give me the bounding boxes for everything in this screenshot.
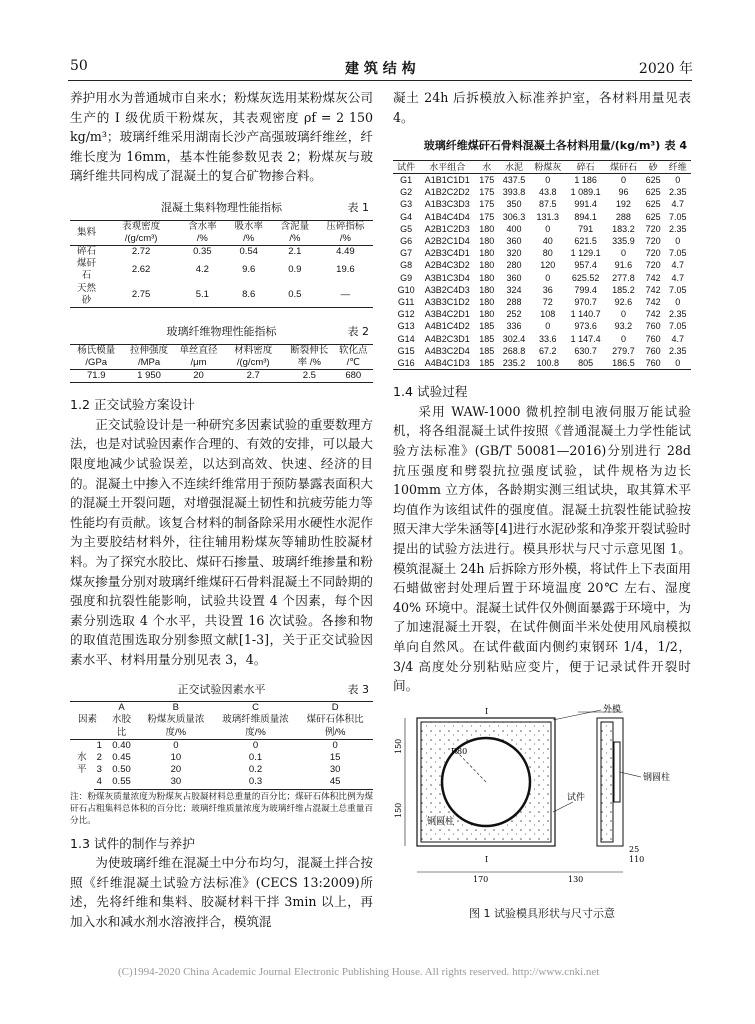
left-column <box>70 88 373 931</box>
table-cell: 180 <box>479 297 495 308</box>
para-specimen-prep: 为使玻璃纤维在混凝土中分布均匀，混凝土拌合按照《纤维混凝土试验方法标准》(CECS 13:2009)所述，先将纤维和集料、胶凝材料干拌 3min 以上，再加入水和减水剂水溶液拌合，模筑混 <box>70 855 373 929</box>
table-cell: 760 <box>642 357 665 370</box>
table-row <box>393 272 691 284</box>
table-3-caption <box>70 680 373 700</box>
table-cell: 630.7 <box>574 345 597 356</box>
table-cell: 0 <box>665 357 691 370</box>
table-cell: G1 <box>400 174 413 185</box>
table-cell: 335.9 <box>612 236 635 246</box>
table-cell: A1B4C4D4 <box>424 211 470 222</box>
table-row <box>393 186 691 198</box>
t4-col: 试件 <box>393 160 419 173</box>
table-cell: 2.35 <box>669 345 687 356</box>
table-cell: 280 <box>506 260 522 271</box>
table-row <box>393 247 691 259</box>
table-row <box>393 320 691 332</box>
table-cell: 991.4 <box>574 199 597 210</box>
table-cell: 760 <box>645 345 661 356</box>
table-cell: 131.3 <box>536 211 559 222</box>
t1-col: 表观密度 /(g/cm³) <box>103 220 179 245</box>
table-cell: G7 <box>400 248 413 259</box>
table-cell: 393.8 <box>502 187 526 198</box>
table-cell: 0 <box>675 174 681 185</box>
header-rule <box>68 80 692 81</box>
table-cell: 175 <box>479 199 495 210</box>
table-row <box>393 333 691 345</box>
table-cell: 43.8 <box>538 187 557 198</box>
section-mark-top: I <box>485 706 489 716</box>
table-cell: 1 129.1 <box>570 248 601 259</box>
table-1-title: 混凝土集料物理性能指标 <box>161 200 282 214</box>
table-3-title: 正交试验因素水平 <box>177 682 266 696</box>
table-row <box>393 198 691 210</box>
table-row <box>393 296 691 308</box>
table-cell: 2.35 <box>669 223 687 234</box>
table-cell: 180 <box>479 272 495 283</box>
table-cell: 0 <box>620 309 626 320</box>
t4-col: 碎石 <box>566 160 606 173</box>
table-cell: 180 <box>479 223 495 234</box>
table-cell: 306.3 <box>502 211 526 222</box>
table-cell: 0 <box>545 223 551 234</box>
journal-year: 2020 年 <box>638 61 693 77</box>
table-cell: 175 <box>479 174 495 185</box>
table-cell: G15 <box>397 345 415 356</box>
table-3-grid: 因素 A B C D 水胶比 粉煤灰质量浓度/% 玻璃纤维质量浓度/% 煤矸石体积比例/% 水平 1 0.40 0 0 0 2 0.45 10 0.1 15 3 0.50 20 0.2 30 4 0.55 30 0.3 45 <box>70 701 373 789</box>
table-cell: 185.2 <box>612 284 635 295</box>
table-cell: G9 <box>400 272 413 283</box>
t4-col: 纤维 <box>665 160 691 173</box>
table-cell: 108 <box>540 309 556 320</box>
table-cell: 360 <box>506 272 522 283</box>
table-cell: 180 <box>479 284 495 295</box>
side-steel <box>614 742 620 802</box>
table-cell: 302.4 <box>502 333 526 344</box>
dim-bottom-right: 130 <box>568 874 584 884</box>
table-cell: 7.05 <box>669 321 687 332</box>
table-cell: 760 <box>645 333 661 344</box>
table-cell: G10 <box>397 284 415 295</box>
table-cell: 0 <box>675 297 681 308</box>
table-3-number: 表 3 <box>347 682 369 696</box>
section-1-4-heading: 1.4 试验过程 <box>393 384 468 400</box>
table-row: 天然砂 2.75 5.1 8.6 0.5 — <box>70 283 373 308</box>
table-cell: A4B2C3D1 <box>424 333 470 344</box>
table-cell: 80 <box>542 248 553 259</box>
table-cell: 93.2 <box>614 321 633 332</box>
table-cell: 36 <box>542 284 553 295</box>
table-cell: 0 <box>620 248 626 259</box>
table-cell: 175 <box>479 211 495 222</box>
table-row: 3 0.50 20 0.2 30 <box>96 764 341 776</box>
table-cell: 360 <box>506 236 522 246</box>
table-cell: 1 147.4 <box>570 333 601 344</box>
table-cell: 4.7 <box>671 260 685 271</box>
table-cell: 185 <box>475 357 498 370</box>
table-cell: 279.7 <box>612 345 635 356</box>
table-cell: G8 <box>400 260 413 271</box>
table-cell: A3B1C3D4 <box>424 272 470 283</box>
table-2-number: 表 2 <box>347 324 369 338</box>
table-cell: A4B4C1D3 <box>419 357 475 370</box>
table-cell: A3B4C2D1 <box>424 309 470 320</box>
table-cell: 235.2 <box>498 357 529 370</box>
table-cell: 175 <box>479 187 495 198</box>
table-cell: 720 <box>645 236 661 246</box>
table-cell: 185 <box>479 333 495 344</box>
para-test-process: 采用 WAW-1000 微机控制电液伺服万能试验机，将各组混凝土试件按照《普通混凝土力学性能试验方法标准》(GB/T 50081—2016)分别进行 28d 抗压强度和劈裂抗拉强度试验，试件规格为边长 100mm 立方体，各龄期实测三组试块，取其算术平均值作为该组试件的强度值。混凝土抗裂性能试验按照天津大学朱涵等[4]进行水泥砂浆和净浆开裂试验时提出的试验方法进行。模具形状与尺寸示意见图 1。模筑混凝土 24h 后拆除方形外模，将试件上下表面用石蜡做密封处理后置于环境温度 20℃ 左右、湿度 40% 环境中。混凝土试件仅外侧面暴露于环境中，为了加速混凝土开裂，在试件侧面半米处使用风扇模拟单向自然风。在试件截面内侧约束钢环 1/4，1/2，3/4 高度处分别粘贴应变片，便于记录试件开裂时间。 <box>393 403 691 694</box>
dim-left-bottom: 150 <box>394 802 403 818</box>
table-2-grid: 杨氏模量 /GPa 拉伸强度 /MPa 单丝直径 /μm 材料密度 /(g/cm³) 断裂伸长率 /% 软化点 /℃ 71.9 1 950 20 2.7 2.5 680 <box>70 344 373 384</box>
table-cell: G2 <box>400 187 413 198</box>
table-cell: 67.2 <box>538 345 557 356</box>
table-row <box>393 235 691 247</box>
t1-col: 吸水率 /% <box>226 220 272 245</box>
table-2-title: 玻璃纤维物理性能指标 <box>166 324 277 338</box>
table-cell: 7.05 <box>669 211 687 222</box>
table-row <box>393 223 691 235</box>
table-1 <box>70 198 373 308</box>
table-cell: G6 <box>400 236 413 246</box>
table-cell: 625 <box>645 187 661 198</box>
label-steel-cylinder-left: 钢圆柱 <box>427 816 455 827</box>
table-cell: 400 <box>506 223 522 234</box>
dim-right-2: 25 <box>629 844 640 854</box>
table-2-caption <box>70 322 373 342</box>
right-column <box>393 88 691 923</box>
table-cell: 720 <box>645 248 661 259</box>
table-cell: 320 <box>506 248 522 259</box>
t1-col: 集料 <box>70 220 103 245</box>
table-cell: 0 <box>545 174 551 185</box>
label-outer-mold: 外模 <box>603 704 622 715</box>
t4-col: 水泥 <box>498 160 529 173</box>
t4-col: 水平组合 <box>419 160 475 173</box>
table-cell: 1 186 <box>574 174 597 185</box>
table-cell: 350 <box>506 199 522 210</box>
journal-title: 建 筑 结 构 <box>345 61 416 77</box>
table-cell: 625 <box>645 211 661 222</box>
table-cell: A1B2C2D2 <box>424 187 470 198</box>
table-cell: 180 <box>479 260 495 271</box>
table-3-note: 注：粉煤灰质量浓度为粉煤灰占胶凝材料总重量的百分比；煤矸石体积比例为煤矸石占粗集料总体积的百分比；玻璃纤维质量浓度为玻璃纤维占混凝土总重量百分比。 <box>70 790 373 825</box>
table-3 <box>70 680 373 826</box>
table-cell: 185 <box>479 321 495 332</box>
label-specimen: 试件 <box>567 792 586 803</box>
dim-bottom-left: 170 <box>473 874 489 884</box>
table-cell: 183.2 <box>612 223 635 234</box>
table-cell: G5 <box>400 223 413 234</box>
table-cell: 742 <box>645 284 661 295</box>
table-cell: A2B2C1D4 <box>424 236 470 246</box>
table-cell: 100.8 <box>530 357 566 370</box>
table-cell: 791 <box>578 223 594 234</box>
table-cell: 72 <box>542 297 553 308</box>
table-cell: 625.52 <box>571 272 600 283</box>
table-cell: 268.8 <box>502 345 526 356</box>
para-curing: 凝土 24h 后拆模放入标准养护室，各材料用量见表 4。 <box>393 90 691 125</box>
table-row <box>393 284 691 296</box>
table-cell: G13 <box>397 321 415 332</box>
table-cell: 2.35 <box>669 187 687 198</box>
table-cell: 288 <box>615 211 631 222</box>
section-1-2-heading: 1.2 正交试验方案设计 <box>70 397 195 413</box>
section-mark-bottom: I <box>485 854 489 864</box>
table-cell: 720 <box>645 223 661 234</box>
table-cell: A4B3C2D4 <box>424 345 470 356</box>
table-cell: G4 <box>400 211 413 222</box>
table-cell: 185 <box>479 345 495 356</box>
table-cell: 277.8 <box>612 272 635 283</box>
table-cell: G16 <box>393 357 419 370</box>
radius-label: R80 <box>451 746 468 756</box>
table-row <box>393 173 691 186</box>
table-1-caption <box>70 198 373 218</box>
table-cell: 180 <box>479 248 495 259</box>
table-row: 71.9 1 950 20 2.7 2.5 680 <box>70 369 373 382</box>
para-materials: 养护用水为普通城市自来水；粉煤灰选用某粉煤灰公司生产的 Ⅰ 级优质干粉煤灰，其表观密度 ρf = 2 150 kg/m³；玻璃纤维采用湖南长沙产高强玻璃纤维丝，纤维长度为 16mm，基本性能参数见表 2；粉煤灰与玻璃纤维共同构成了混凝土的复合矿物掺合料。 <box>70 90 373 184</box>
table-row <box>393 211 691 223</box>
table-row: 煤矸石 2.62 4.2 9.6 0.9 19.6 <box>77 258 355 282</box>
dim-right: 110 <box>629 854 645 864</box>
table-4-caption <box>393 136 691 156</box>
table-cell: 973.6 <box>574 321 597 332</box>
table-cell: 40 <box>542 236 553 246</box>
table-cell: 0 <box>545 321 551 332</box>
table-cell: A3B2C4D3 <box>424 284 470 295</box>
table-row: 4 0.55 30 0.3 45 <box>70 776 373 789</box>
table-cell: 180 <box>479 309 495 320</box>
t4-col: 水 <box>475 160 498 173</box>
table-cell: 621.5 <box>574 236 597 246</box>
table-cell: 799.4 <box>574 284 597 295</box>
table-cell: 288 <box>506 297 522 308</box>
table-cell: 2.35 <box>669 309 687 320</box>
table-cell: G14 <box>397 333 415 344</box>
table-cell: 186.5 <box>605 357 641 370</box>
table-cell: G3 <box>400 199 413 210</box>
table-cell: 33.6 <box>538 333 557 344</box>
t4-col: 煤矸石 <box>605 160 641 173</box>
table-1-grid <box>70 220 373 308</box>
table-cell: G11 <box>397 297 415 308</box>
table-cell: 0 <box>545 272 551 283</box>
table-4-grid <box>393 160 691 370</box>
table-row: 2 0.45 10 0.1 15 <box>96 751 341 763</box>
table-cell: A3B3C1D2 <box>424 297 470 308</box>
t1-col: 含泥量 /% <box>272 220 318 245</box>
table-cell: 742 <box>645 272 661 283</box>
table-cell: 0 <box>620 174 626 185</box>
table-cell: 437.5 <box>502 174 526 185</box>
table-cell: 7.05 <box>669 248 687 259</box>
table-cell: 7.05 <box>669 284 687 295</box>
table-1-number: 表 1 <box>347 200 369 214</box>
table-cell: 1 140.7 <box>570 309 601 320</box>
side-specimen <box>601 722 613 842</box>
table-cell: 192 <box>615 199 631 210</box>
label-steel-cylinder-right: 钢圆柱 <box>643 772 671 783</box>
table-cell: 4.7 <box>671 272 685 283</box>
table-cell: 0 <box>620 333 626 344</box>
table-row <box>393 259 691 271</box>
table-cell: 92.6 <box>614 297 633 308</box>
figure-1-mold-diagram <box>393 702 691 902</box>
page-number: 50 <box>70 58 88 74</box>
table-cell: 252 <box>506 309 522 320</box>
copyright-footer: (C)1994-2020 China Academic Journal Electronic Publishing House. All rights reserved. http://www.cnki.net <box>118 966 600 978</box>
table-cell: 742 <box>645 309 661 320</box>
table-cell: 180 <box>479 236 495 246</box>
table-cell: 91.6 <box>614 260 633 271</box>
table-cell: 625 <box>645 174 661 185</box>
table-row: 碎石 2.72 0.35 0.54 2.1 4.49 <box>77 245 355 257</box>
t4-col: 砂 <box>642 160 665 173</box>
table-cell: 87.5 <box>538 199 557 210</box>
figure-1-caption: 图 1 试验模具形状与尺寸示意 <box>469 906 615 920</box>
table-cell: G12 <box>397 309 415 320</box>
table-cell: A2B4C3D2 <box>424 260 470 271</box>
para-orthogonal: 正交试验设计是一种研究多因素试验的重要数理方法，也是对试验因素作合理的、有效的安排，可以最大限度地减少试验误差，以达到高效、快速、经济的目的。混凝土中掺入不连续纤维常用于预防暴露表面积大的混凝土开裂问题，对增强混凝土韧性和抗疲劳能力等性能均有贡献。该复合材料的制备除采用水硬性水泥作为主要胶结材料外，往往辅用粉煤灰等辅助性胶凝材料。为了探究水胶比、煤矸石掺量、玻璃纤维掺量和粉煤灰掺量分别对玻璃纤维煤矸石骨料混凝土不同龄期的强度和抗裂性能影响，试验共设置 4 个因素，每个因素分别选取 4 个水平，共设置 16 次试验。各掺和物的取值范围选取分别参照文献[1-3]，关于正交试验因素水平、材料用量分别见表 3，4。 <box>70 416 373 667</box>
table-cell: 894.1 <box>574 211 597 222</box>
table-cell: 120 <box>540 260 556 271</box>
table-cell: 957.4 <box>574 260 597 271</box>
table-cell: A1B1C1D1 <box>424 174 470 185</box>
table-cell: 720 <box>645 260 661 271</box>
table-cell: 336 <box>506 321 522 332</box>
table-cell: A1B3C3D3 <box>424 199 470 210</box>
dim-left-top: 150 <box>394 738 403 754</box>
table-cell: 742 <box>645 297 661 308</box>
table-cell: 96 <box>618 187 629 198</box>
table-cell: 805 <box>566 357 606 370</box>
t4-col: 粉煤灰 <box>530 160 566 173</box>
table-row <box>393 308 691 320</box>
table-cell: A4B1C4D2 <box>424 321 470 332</box>
table-4 <box>393 136 691 370</box>
table-cell: 760 <box>645 321 661 332</box>
table-cell: 970.7 <box>574 297 597 308</box>
table-cell: 4.7 <box>671 199 685 210</box>
table-row: 水平 1 0.40 0 0 0 <box>77 739 338 776</box>
table-cell: 0 <box>675 236 681 246</box>
t1-col: 压碎指标 /% <box>318 220 373 245</box>
table-4-title: 玻璃纤维煤矸石骨料混凝土各材料用量/(kg/m³) <box>423 139 661 153</box>
table-cell: A2B1C2D3 <box>424 223 470 234</box>
table-cell: 1 089.1 <box>570 187 601 198</box>
table-4-number: 表 4 <box>664 139 687 153</box>
table-cell: A2B3C4D1 <box>424 248 470 259</box>
table-row <box>393 345 691 357</box>
section-1-3-heading: 1.3 试件的制作与养护 <box>70 835 195 851</box>
table-row <box>393 357 691 370</box>
table-cell: 4.7 <box>671 333 685 344</box>
table-2 <box>70 322 373 383</box>
table-cell: 625 <box>645 199 661 210</box>
table-cell: 324 <box>506 284 522 295</box>
t1-col: 含水率 /% <box>179 220 225 245</box>
